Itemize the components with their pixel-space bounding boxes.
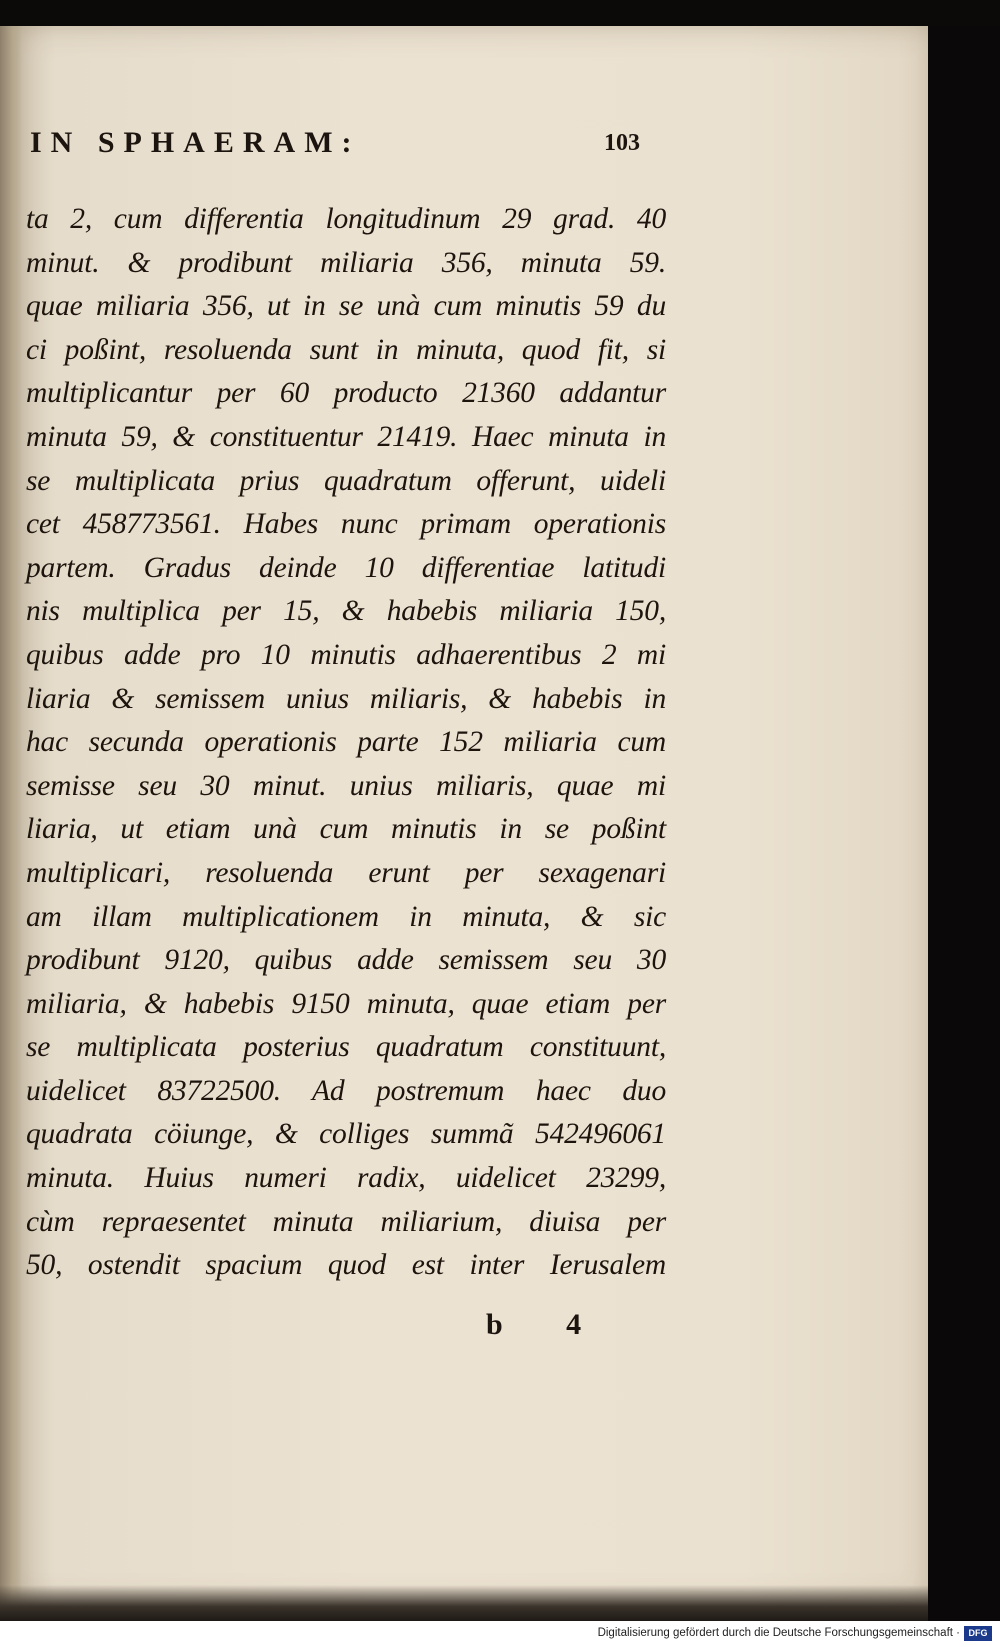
text-line: semisse seu 30 minut. unius miliaris, quae mi bbox=[26, 769, 666, 802]
text-line: quae miliaria 356, ut in se unà cum minutis 59 du bbox=[26, 290, 666, 323]
text-line: ci poßint, resoluenda sunt in minuta, quod fit, si bbox=[26, 333, 666, 366]
text-line: partem. Gradus deinde 10 differentiae latitudi bbox=[26, 551, 666, 584]
text-line: prodibunt 9120, quibus adde semissem seu 30 bbox=[26, 944, 666, 977]
text-line: nis multiplica per 15, & habebis miliaria 150, bbox=[26, 595, 666, 628]
footer-bar bbox=[0, 1621, 1000, 1647]
scan-background bbox=[928, 26, 1000, 1621]
page-bottom-edge bbox=[0, 1585, 928, 1621]
text-line: multiplicari, resoluenda erunt per sexagenari bbox=[26, 856, 666, 889]
running-head-title: IN SPHAERAM: bbox=[30, 126, 361, 159]
running-head bbox=[0, 126, 660, 176]
text-line: se multiplicata posterius quadratum constituunt, bbox=[26, 1031, 666, 1064]
text-line: hac secunda operationis parte 152 miliaria cum bbox=[26, 726, 666, 759]
signature-mark: b 4 bbox=[486, 1308, 610, 1341]
text-line: cùm repraesentet minuta miliarium, diuisa per bbox=[26, 1205, 666, 1238]
text-line: miliaria, & habebis 9150 minuta, quae etiam per bbox=[26, 987, 666, 1020]
text-line: cet 458773561. Habes nunc primam operationis bbox=[26, 508, 666, 541]
dfg-logo-icon: DFG bbox=[964, 1626, 992, 1641]
text-line: liaria & semissem unius miliaris, & habebis in bbox=[26, 682, 666, 715]
binding-edge bbox=[0, 26, 22, 1621]
body-text bbox=[26, 198, 666, 1288]
book-page bbox=[0, 26, 928, 1621]
text-line: uidelicet 83722500. Ad postremum haec duo bbox=[26, 1074, 666, 1107]
text-line: minut. & prodibunt miliaria 356, minuta 59. bbox=[26, 246, 666, 279]
text-line: quibus adde pro 10 minutis adhaerentibus 2 mi bbox=[26, 638, 666, 671]
text-line: am illam multiplicationem in minuta, & sic bbox=[26, 900, 666, 933]
text-line: minuta 59, & constituentur 21419. Haec minuta in bbox=[26, 420, 666, 453]
text-line: minuta. Huius numeri radix, uidelicet 23299, bbox=[26, 1162, 666, 1195]
text-line: quadrata cöiunge, & colliges summã 542496061 bbox=[26, 1118, 666, 1151]
text-line: 50, ostendit spacium quod est inter Ierusalem bbox=[26, 1249, 666, 1282]
page-number: 103 bbox=[604, 130, 640, 156]
text-line: liaria, ut etiam unà cum minutis in se poßint bbox=[26, 813, 666, 846]
footer-credit: Digitalisierung gefördert durch die Deutsche Forschungsgemeinschaft · bbox=[597, 1627, 960, 1639]
text-line: multiplicantur per 60 producto 21360 addantur bbox=[26, 377, 666, 410]
text-line: se multiplicata prius quadratum offerunt, uideli bbox=[26, 464, 666, 497]
text-line: ta 2, cum differentia longitudinum 29 grad. 40 bbox=[26, 203, 666, 235]
